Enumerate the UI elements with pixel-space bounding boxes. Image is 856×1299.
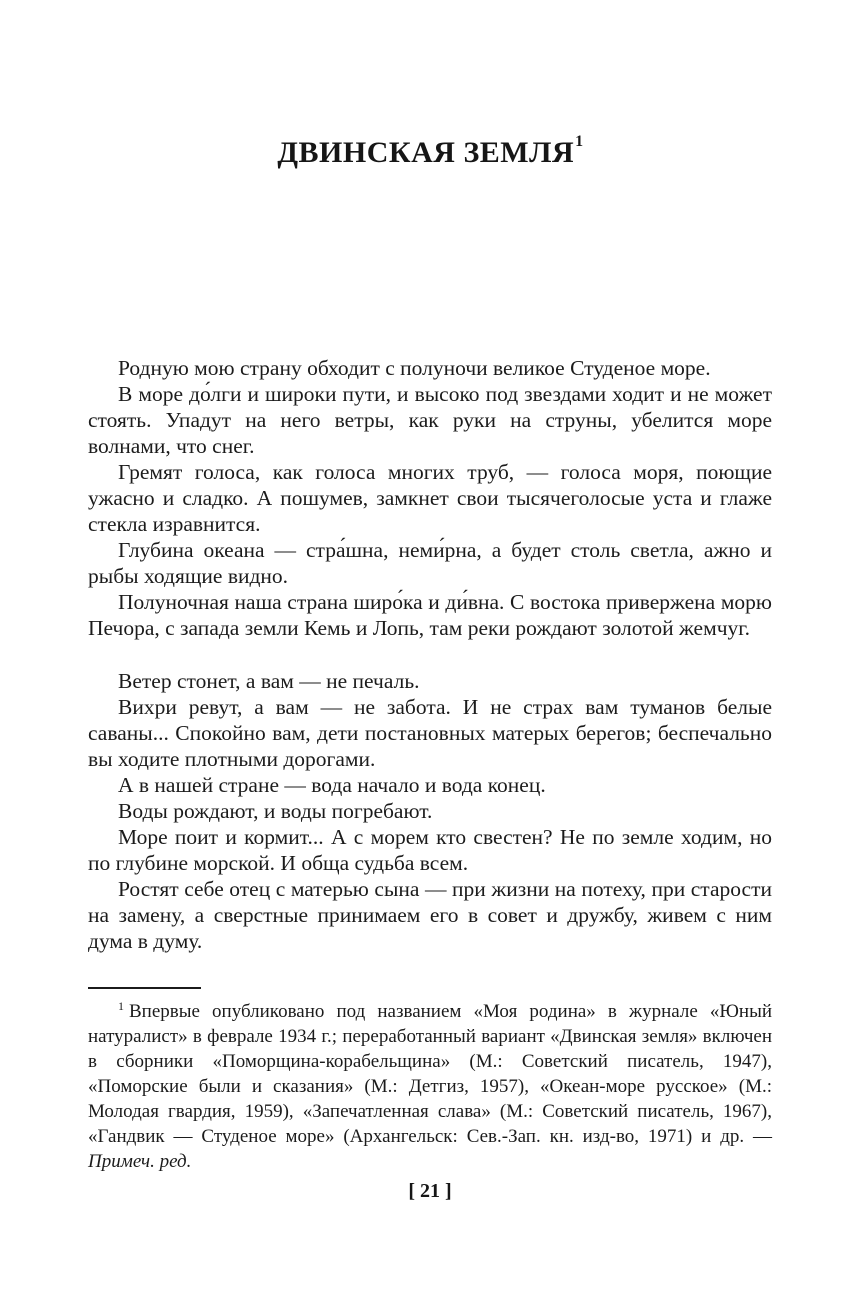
paragraph: Глубина океана — стра́шна, неми́рна, а будет столь светла, ажно и рыбы ходящие видно. [88, 538, 772, 588]
paragraph: Полуночная наша страна широ́ка и ди́вна. С востока привержена морю Печора, с запада земли Кемь и Лопь, там реки рождают золотой жемчуг. [88, 590, 772, 640]
text-section-2 [88, 668, 772, 954]
paragraph: Ростят себе отец с матерью сына — при жизни на потеху, при старости на замену, а сверстные принимаем его в совет и дружбу, живем с ним дума в думу. [88, 877, 772, 953]
text-section-1 [88, 355, 772, 641]
body-text [88, 355, 772, 954]
footnote-separator [88, 987, 201, 989]
footnote [88, 987, 772, 1174]
title-text: ДВИНСКАЯ ЗЕМЛЯ [277, 136, 575, 169]
page-title [88, 133, 772, 170]
footnote-editor-note: Примеч. ред. [88, 1151, 192, 1172]
paragraph: А в нашей стране — вода начало и вода конец. [118, 773, 546, 797]
footnote-text [88, 999, 772, 1174]
paragraph: Воды рождают, и воды погребают. [118, 799, 433, 823]
paragraph: Ветер стонет, а вам — не печаль. [118, 669, 420, 693]
paragraph: В море до́лги и широки пути, и высоко под звездами ходит и не может стоять. Упадут на него ветры, как руки на струны, убелится море волнами, что снег. [88, 382, 772, 458]
title-footnote-ref: 1 [575, 133, 584, 150]
paragraph: Родную мою страну обходит с полуночи великое Студеное море. [118, 356, 711, 380]
paragraph: Вихри ревут, а вам — не забота. И не страх вам туманов белые саваны... Спокойно вам, дети постановных матерых берегов; беспечально вы ходите плотными дорогами. [88, 695, 772, 771]
paragraph: Море поит и кормит... А с морем кто свестен? Не по земле ходим, но по глубине морской. И обща судьба всем. [88, 825, 772, 875]
paragraph: Гремят голоса, как голоса многих труб, — голоса моря, поющие ужасно и сладко. А пошумев, замкнет свои тысячеголосые уста и глаже стекла изравнится. [88, 460, 772, 536]
page-number: [ 21 ] [408, 1180, 452, 1202]
footnote-body: Впервые опубликовано под названием «Моя родина» в журнале «Юный натуралист» в феврале 1934 г.; переработанный вариант «Двинская земля» включен в сборники «Поморщина-корабельщина» (М.: Советский писатель, 1947), «Поморские были и сказания» (М.: Детгиз, 1957), «Океан-море русское» (М.: Молодая гвардия, 1959), «Запечатленная слава» (М.: Советский писатель, 1967), «Гандвик — Студеное море» (Архангельск: Сев.-Зап. кн. изд-во, 1971) и др. — [88, 1001, 772, 1147]
footnote-ref: 1 [118, 999, 124, 1013]
